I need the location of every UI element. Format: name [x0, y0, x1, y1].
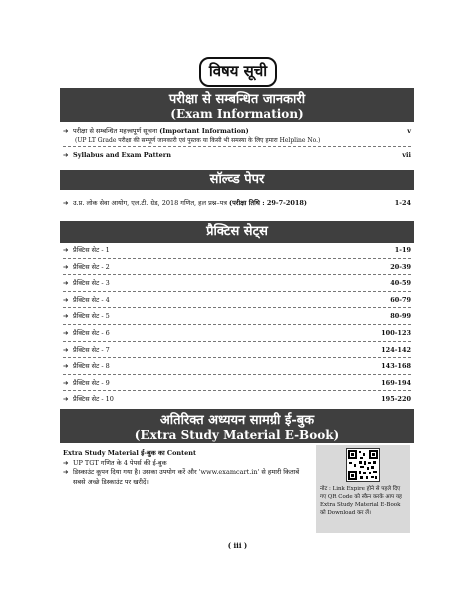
arrow-right-icon: ➔ [63, 312, 69, 321]
toc-page-number: 100-123 [381, 329, 411, 337]
divider [63, 357, 411, 358]
toc-page-number: 20-39 [390, 262, 411, 271]
toc-item-label: प्रैक्टिस सेट - 4 [73, 295, 110, 304]
section-title-hindi: सॉल्व्ड पेपर [209, 172, 265, 187]
arrow-right-icon: ➔ [63, 395, 69, 404]
list-item [63, 459, 303, 469]
toc-item-label: प्रैक्टिस सेट - 5 [73, 312, 110, 321]
arrow-right-icon: ➔ [63, 362, 69, 371]
toc-item-label: प्रैक्टिस सेट - 7 [73, 345, 110, 354]
toc-item-text: उ.प्र. लोक सेवा आयोग, एल.टी. ग्रेड, 2018 गणित, हल प्रश्न–पत्र [73, 199, 227, 207]
arrow-right-icon: ➔ [63, 329, 69, 337]
toc-item-label: प्रैक्टिस सेट - 1 [73, 246, 110, 254]
toc-item-label: प्रैक्टिस सेट - 10 [73, 395, 114, 404]
divider [63, 341, 411, 342]
toc-page-number: 40-59 [390, 279, 411, 288]
qr-note: नोट : Link Expire होने से पहले दिए गए QR Code को स्कैन करके आप यह Extra Study Material E-Book को Download कर लें। [320, 486, 402, 516]
toc-item-label: प्रैक्टिस सेट - 2 [73, 262, 110, 271]
section-title-english: (Exam Information) [170, 107, 304, 121]
divider [63, 374, 411, 375]
divider [63, 258, 411, 259]
divider [63, 274, 411, 275]
section-title-hindi: प्रैक्टिस सेट्स [206, 224, 268, 239]
qr-code-panel [316, 445, 410, 533]
toc-item-hindi: परीक्षा से सम्बन्धित महत्त्वपूर्ण सूचना [73, 127, 158, 135]
arrow-right-icon: ➔ [63, 262, 69, 271]
toc-page-number: 169-194 [381, 378, 411, 387]
arrow-right-icon: ➔ [63, 458, 69, 467]
toc-item-date: (परीक्षा तिथि : 29-7-2018) [229, 199, 308, 207]
toc-page-number: 195-220 [381, 395, 411, 404]
page-number: ( iii ) [227, 541, 248, 550]
section-banner-practice-sets [60, 221, 414, 243]
toc-item-english: (Important Information) [159, 127, 249, 135]
section-title-hindi: अतिरिक्त अध्ययन सामग्री ई-बुक [159, 413, 315, 428]
arrow-right-icon: ➔ [63, 345, 69, 354]
toc-page-number: v [407, 127, 411, 135]
list-item-text: UP TGT गणित के 4 पेपर्स की ई-बुक [73, 458, 167, 467]
section-title-hindi: परीक्षा से सम्बन्धित जानकारी [168, 92, 306, 107]
divider [63, 307, 411, 308]
toc-item-label: प्रैक्टिस सेट - 9 [73, 378, 110, 387]
list-item-text: डिस्काउंट कूपन दिया गया है। उसका उपयोग करें और 'www.examcart.in' से हमारी किताबें सबसे अच्छे डिस्काउंट पर खरीदें। [73, 468, 300, 486]
toc-item-subtext: (UP LT Grade परीक्षा की सम्पूर्ण जानकारी एवं पुस्तक या किसी भी समस्या के लिए हमारा Helpline No.) [75, 137, 321, 144]
toc-page-number: 143-168 [381, 362, 411, 371]
extra-content-heading: Extra Study Material ई-बुक का Content [63, 449, 197, 457]
page-title: विषय सूची [199, 57, 277, 87]
qr-code-icon[interactable] [346, 448, 380, 482]
arrow-right-icon: ➔ [63, 246, 69, 254]
arrow-right-icon: ➔ [63, 151, 69, 159]
arrow-right-icon: ➔ [63, 279, 69, 288]
toc-item-english: Syllabus and Exam Pattern [73, 151, 171, 159]
list-item [63, 468, 303, 487]
toc-item-label: प्रैक्टिस सेट - 6 [73, 329, 110, 337]
divider [63, 390, 411, 391]
arrow-right-icon: ➔ [63, 199, 69, 207]
toc-page-number: 80-99 [390, 312, 411, 321]
arrow-right-icon: ➔ [63, 468, 69, 476]
extra-content [63, 449, 303, 487]
section-banner-extra-study-material [60, 409, 414, 443]
section-banner-exam-information [60, 88, 414, 122]
toc-page-number: 1-19 [394, 246, 411, 254]
toc-page-number: 60-79 [390, 295, 411, 304]
divider [63, 324, 411, 325]
arrow-right-icon: ➔ [63, 295, 69, 304]
toc-item-label: प्रैक्टिस सेट - 8 [73, 362, 110, 371]
toc-page-number: 1-24 [394, 199, 411, 207]
toc-page-number: 124-142 [381, 345, 411, 354]
section-banner-solved-paper [60, 170, 414, 190]
arrow-right-icon: ➔ [63, 127, 69, 135]
toc-item-label: प्रैक्टिस सेट - 3 [73, 279, 110, 288]
divider [63, 146, 411, 147]
divider [63, 291, 411, 292]
toc-page-number: vii [402, 151, 411, 159]
arrow-right-icon: ➔ [63, 378, 69, 387]
section-title-english: (Extra Study Material E-Book) [134, 428, 340, 442]
